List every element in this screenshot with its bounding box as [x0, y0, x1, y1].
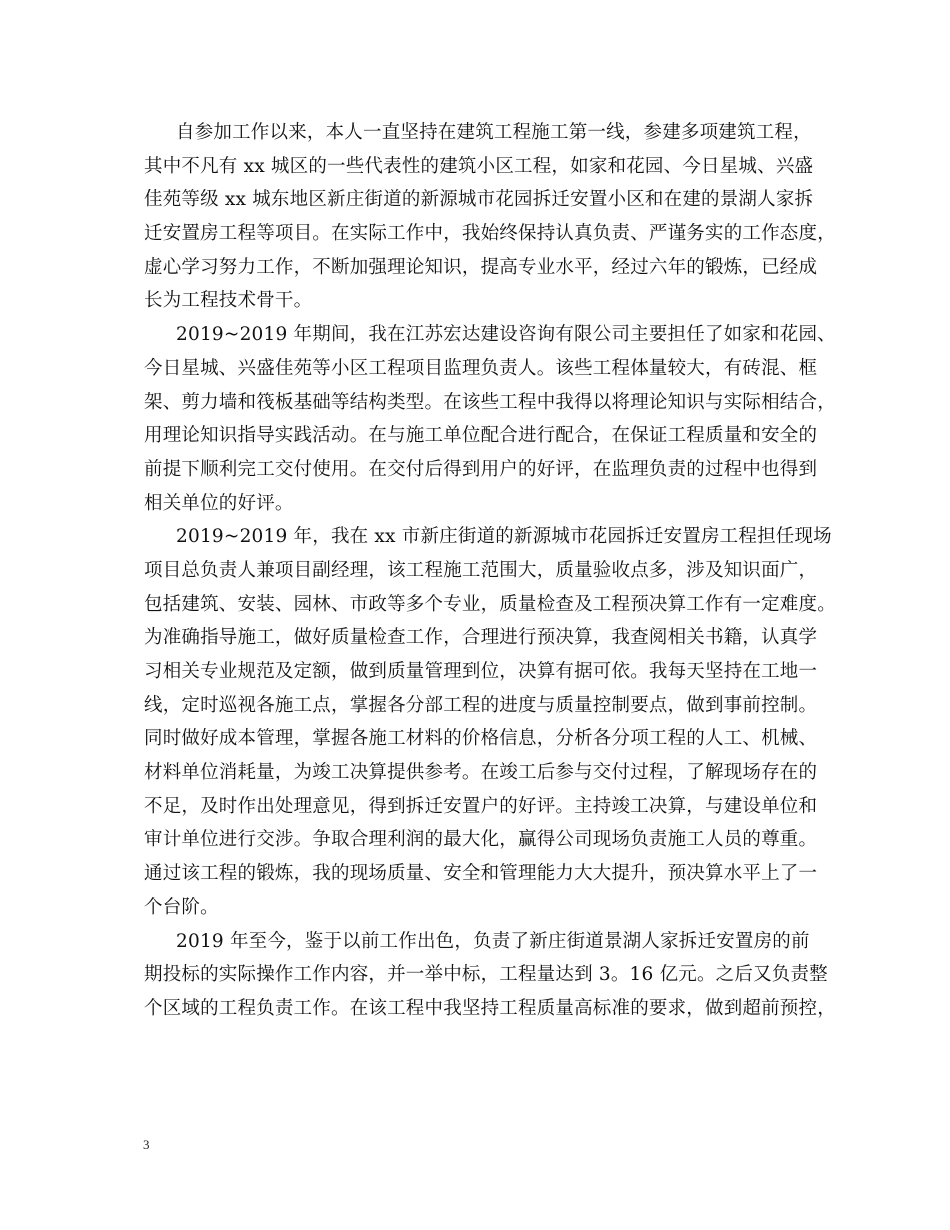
- text-line: 个台阶。: [144, 896, 219, 918]
- text-line: 长为工程技术骨干。: [144, 290, 313, 312]
- text-line: 今日星城、兴盛佳苑等小区工程项目监理负责人。该些工程体量较大，有砖混、框: [144, 357, 818, 379]
- text-line: 习相关专业规范及定额，做到质量管理到位，决算有据可依。我每天坚持在工地一: [144, 661, 818, 682]
- text-line: 线，定时巡视各施工点，掌握各分部工程的进度与质量控制要点，做到事前控制。: [144, 694, 818, 716]
- text-line: 为准确指导施工，做好质量检查工作，合理进行预决算，我查阅相关书籍，认真学: [144, 627, 818, 649]
- text-line: 不足，及时作出处理意见，得到拆迁安置户的好评。主持竣工决算，与建设单位和: [144, 795, 818, 817]
- text-line: 包括建筑、安装、园林、市政等多个专业，质量检查及工程预决算工作有一定难度。: [144, 593, 836, 615]
- text-line: 架、剪力墙和筏板基础等结构类型。在该些工程中我得以将理论知识与实际相结合，: [144, 391, 836, 413]
- text-line: 项目总负责人兼项目副经理，该工程施工范围大，质量验收点多，涉及知识面广，: [144, 559, 818, 581]
- text-line: 前提下顺利完工交付使用。在交付后得到用户的好评，在监理负责的过程中也得到: [144, 458, 818, 480]
- text-line: 个区域的工程负责工作。在该工程中我坚持工程质量高标准的要求，做到超前预控，: [144, 997, 836, 1019]
- text-line: 同时做好成本管理，掌握各施工材料的价格信息，分析各分项工程的人工、机械、: [144, 728, 818, 750]
- body-text: [144, 116, 844, 1026]
- text-line: 2019~2019 年，我在 xx 市新庄街道的新源城市花园拆迁安置房工程担任现场: [176, 526, 832, 548]
- text-line: 相关单位的好评。: [144, 492, 294, 514]
- text-line: 用理论知识指导实践活动。在与施工单位配合进行配合，在保证工程质量和安全的: [144, 425, 818, 447]
- text-line: 佳苑等级 xx 城东地区新庄街道的新源城市花园拆迁安置小区和在建的景湖人家拆: [144, 189, 814, 211]
- text-line: 2019 年至今，鉴于以前工作出色，负责了新庄街道景湖人家拆迁安置房的前: [176, 930, 810, 952]
- text-line: 其中不凡有 xx 城区的一些代表性的建筑小区工程，如家和花园、今日星城、兴盛: [144, 155, 814, 177]
- page-number: 3: [143, 1137, 150, 1152]
- text-line: 通过该工程的锻炼，我的现场质量、安全和管理能力大大提升，预决算水平上了一: [144, 863, 818, 885]
- text-line: 期投标的实际操作工作内容，并一举中标，工程量达到 3。16 亿元。之后又负责整: [144, 964, 828, 986]
- text-line: 材料单位消耗量，为竣工决算提供参考。在竣工后参与交付过程，了解现场存在的: [144, 762, 818, 784]
- text-line: 迁安置房工程等项目。在实际工作中，我始终保持认真负责、严谨务实的工作态度，: [144, 223, 836, 245]
- text-line: 2019~2019 年期间，我在江苏宏达建设咨询有限公司主要担任了如家和花园、: [176, 324, 836, 346]
- text-line: 虚心学习努力工作，不断加强理论知识，提高专业水平，经过六年的锻炼，已经成: [144, 256, 818, 278]
- text-line: 审计单位进行交涉。争取合理利润的最大化，赢得公司现场负责施工人员的尊重。: [144, 829, 818, 851]
- text-line: 自参加工作以来，本人一直坚持在建筑工程施工第一线，参建多项建筑工程，: [176, 122, 812, 143]
